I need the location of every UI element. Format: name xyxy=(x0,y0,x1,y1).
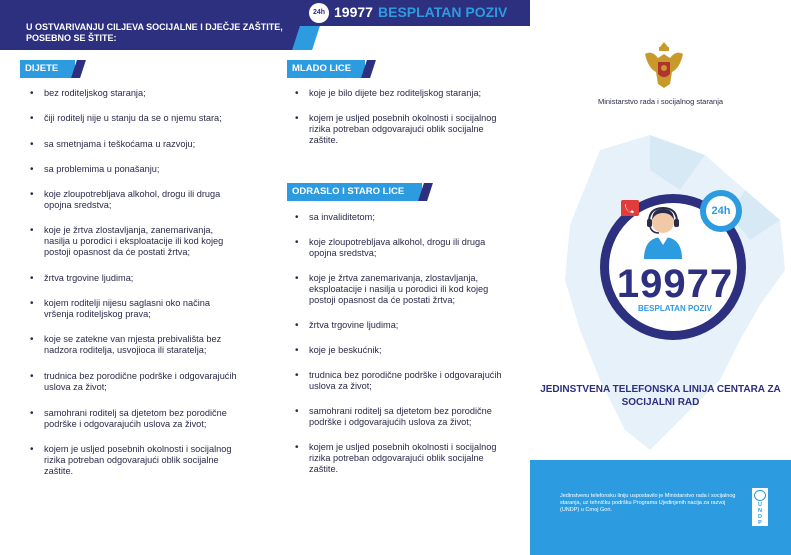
list-item: • koje zloupotrebljava alkohol, drogu ili druga opojna sredstva; xyxy=(291,237,504,259)
call-agent-icon xyxy=(638,205,688,259)
list-item: • koje zloupotrebljava alkohol, drogu ili druga opojna sredstva; xyxy=(26,189,238,211)
list-item: • kojem je usljed posebnih okolnosti i socijalnog rizika potreban odgovarajući oblik socijalne zaštite. xyxy=(291,113,504,146)
list-item: • koje je bilo dijete bez roditeljskog staranja; xyxy=(291,88,504,99)
list-item: • sa problemima u ponašanju; xyxy=(26,164,238,175)
hotline-24h-badge: 24h xyxy=(309,3,329,23)
list-item: • žrtva trgovine ljudima; xyxy=(291,320,504,331)
top-banner xyxy=(0,0,530,50)
list-item: • kojem je usljed posebnih okolnosti i socijalnog rizika potreban odgovarajući oblik socijalne zaštite. xyxy=(26,444,238,477)
list-item: • trudnica bez porodične podrške i odgovarajućih uslova za život; xyxy=(291,370,504,392)
list-item: • sa invaliditetom; xyxy=(291,212,504,223)
list-mlado-lice xyxy=(291,88,504,160)
list-item: • kojem roditelji nijesu saglasni oko načina vršenja roditeljskog prava; xyxy=(26,298,238,320)
service-title: JEDINSTVENA TELEFONSKA LINIJA CENTARA ZA SOCIJALNI RAD xyxy=(540,384,781,408)
hotline-number: 19977 xyxy=(334,4,373,20)
right-panel xyxy=(530,0,791,555)
list-odraslo-lice xyxy=(291,212,504,489)
list-item: • koje je beskućnik; xyxy=(291,345,504,356)
un-emblem-icon xyxy=(754,490,766,501)
section-header-mlado-lice: MLADO LICE xyxy=(287,60,373,78)
footer-credit: Jedinstvenu telefonsku liniju uspostavilo je Ministarstvo rada i socijalnog staranja, uz tehničku podršku Programa Ujedinjenih nacija za razvoj (UNDP) u Crnoj Gori. xyxy=(560,493,736,513)
list-item: • kojem je usljed posebnih okolnosti i socijalnog rizika potreban odgovarajući oblik socijalne zaštite. xyxy=(291,442,504,475)
hotline-label: BESPLATAN POZIV xyxy=(378,4,508,20)
list-item: • čiji roditelj nije u stanju da se o njemu stara; xyxy=(26,113,238,124)
list-item: • koje se zatekne van mjesta prebivališta bez nadzora roditelja, usvojioca ili staratelja; xyxy=(26,334,238,356)
list-item: • koje je žrtva zlostavljanja, zanemarivanja, nasilja u porodici i eksploatacije ili kod kojeg postoji opasnost da će postati žrtva; xyxy=(26,225,238,258)
section-header-dijete: DIJETE xyxy=(20,60,82,78)
hotline-big-number: 19977 xyxy=(616,262,734,306)
list-item: • koje je žrtva zanemarivanja, zlostavljanja, eksploatacije i nasilja u porodici ili kod kojeg postoji opasnost da će postati žrtva; xyxy=(291,273,504,306)
list-item: • bez roditeljskog staranja; xyxy=(26,88,238,99)
list-dijete xyxy=(26,88,238,491)
list-item: • sa smetnjama i teškoćama u razvoju; xyxy=(26,139,238,150)
hotline-big-label: BESPLATAN POZIV xyxy=(638,304,712,313)
intro-heading: U OSTVARIVANJU CILJEVA SOCIJALNE I DJEČJE ZAŠTITE, POSEBNO SE ŠTITE: xyxy=(26,22,283,43)
badge-24h: 24h xyxy=(700,190,742,232)
coat-of-arms-icon xyxy=(642,40,686,90)
phone-icon xyxy=(621,200,639,216)
list-item: • samohrani roditelj sa djetetom bez porodične podrške i odgovarajućih uslova za život; xyxy=(26,408,238,430)
list-item: • trudnica bez porodične podrške i odgovarajućih uslova za život; xyxy=(26,371,238,393)
section-header-odraslo: ODRASLO I STARO LICE xyxy=(287,183,431,201)
footer-band xyxy=(530,460,791,555)
list-item: • samohrani roditelj sa djetetom bez porodične podrške i odgovarajućih uslova za život; xyxy=(291,406,504,428)
undp-logo: U N D P xyxy=(752,488,768,526)
ministry-name: Ministarstvo rada i socijalnog staranja xyxy=(597,97,724,106)
list-item: • žrtva trgovine ljudima; xyxy=(26,273,238,284)
